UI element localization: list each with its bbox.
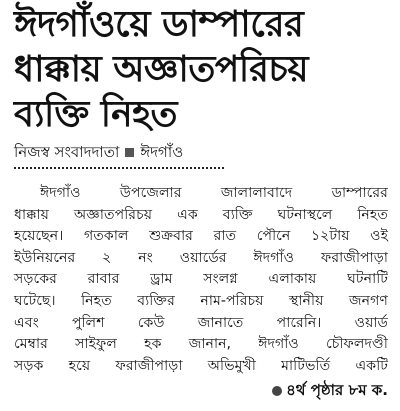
story-line: ধাক্কায় অজ্ঞাতপরিচয় এক ব্যক্তি ঘটনাস্থলে নিহত: [14, 206, 388, 223]
story-line: ঘটেছে। নিহত ব্যক্তির নাম-পরিচয় স্থানীয় জনগণ: [14, 292, 388, 309]
reporter-credit: নিজস্ব সংবাদদাতা: [14, 143, 120, 161]
bullet-icon: [272, 386, 282, 396]
story-line: মেম্বার সাইফুল হক জানান, ঈদগাঁও চৌফলদণ্ডী: [14, 336, 388, 353]
headline: [14, 0, 388, 137]
headline-line: ধাক্কায় অজ্ঞাতপরিচয়: [14, 49, 309, 90]
headline-line: ব্যক্তি নিহত: [14, 94, 177, 135]
story-line: সড়ক হয়ে ফরাজীপাড়া অভিমুখী মাটিভর্তি একটি: [14, 357, 388, 374]
story-line: সড়কের রাবার ড্রাম সংলগ্ন এলাকায় ঘটনাটি: [14, 271, 388, 288]
byline: [14, 142, 388, 162]
continuation-text: ৪র্থ পৃষ্ঠার ৮ম ক.: [286, 381, 388, 400]
dateline-location: ঈদগাঁও: [140, 143, 184, 161]
story-line: হয়েছেন। গতকাল শুক্রবার রাত পৌনে ১২টায় ওই: [14, 228, 388, 245]
headline-line: ঈদগাঁওয়ে ডাম্পারের: [14, 4, 304, 45]
story-line: ঈদগাঁও উপজেলার জালালাবাদে ডাম্পারের: [40, 185, 388, 201]
story-body: [14, 183, 388, 377]
dotted-divider: [14, 165, 224, 169]
square-separator-icon: [125, 148, 134, 157]
continuation-note: [14, 379, 388, 401]
story-line: এবং পুলিশ কেউ জানাতে পারেনি। ওয়ার্ড: [14, 314, 388, 331]
story-line: ইউনিয়নের ২ নং ওয়ার্ডের ঈদগাঁও ফরাজীপাড়া: [14, 249, 388, 266]
